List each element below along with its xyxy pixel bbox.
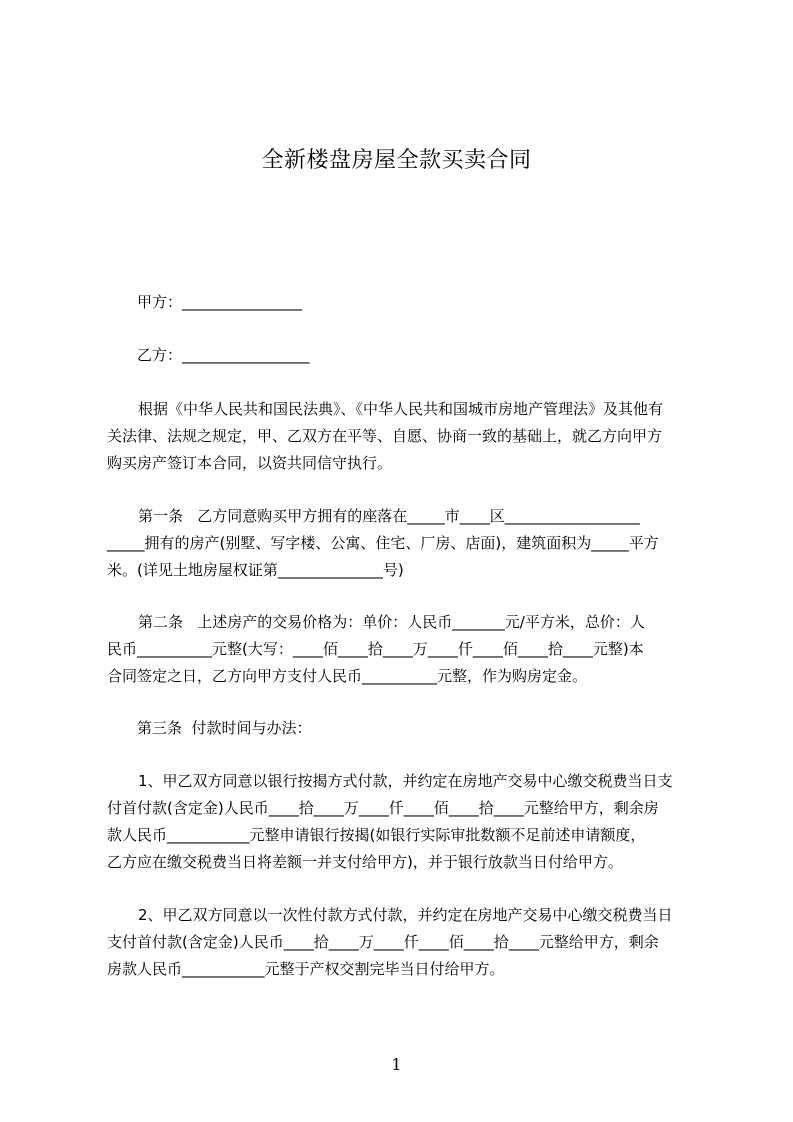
article1-line: _____拥有的房产(别墅、写字楼、公寓、住宅、厂房、店面)，建筑面积为_____平方 <box>107 534 659 552</box>
article3-heading: 第三条 付款时间与办法： <box>137 719 312 737</box>
contract-title: 全新楼盘房屋全款买卖合同 <box>261 148 532 173</box>
article2-line: 第二条 上述房产的交易价格为：单价：人民币_______元/平方米，总价：人 <box>138 613 645 631</box>
article1-line: 米。(详见土地房屋权证第______________号) <box>107 561 404 579</box>
party-a-line: 甲方：________________ <box>137 293 303 311</box>
clause1-line: 款人民币___________元整申请银行按揭(如银行实际审批数额不足前述申请额度， <box>107 826 646 844</box>
clause1-line: 乙方应在缴交税费当日将差额一并支付给甲方)，并于银行放款当日付给甲方。 <box>107 853 623 871</box>
preamble-line: 关法律、法规之规定，甲、乙双方在平等、自愿、协商一致的基础上，就乙方向甲方 <box>107 427 663 445</box>
article2-line: 合同签定之日，乙方向甲方支付人民币__________元整，作为购房定金。 <box>107 667 588 685</box>
clause2-line: 2、甲乙双方同意以一次性付款方式付款，并约定在房地产交易中心缴交税费当日 <box>138 906 673 924</box>
preamble-line: 根据《中华人民共和国民法典》、《中华人民共和国城市房地产管理法》及其他有 <box>138 400 664 418</box>
article2-line: 民币__________元整(大写：____佰____拾____万____仟____佰____拾____元整)本 <box>107 640 644 658</box>
page-number: 1 <box>391 1055 402 1074</box>
clause2-line: 房款人民币___________元整于产权交割完毕当日付给甲方。 <box>107 960 505 978</box>
clause1-line: 1、甲乙双方同意以银行按揭方式付款，并约定在房地产交易中心缴交税费当日支 <box>138 772 673 790</box>
clause2-line: 支付首付款(含定金)人民币____拾____万____仟____佰____拾____元整给甲方，剩余 <box>107 933 659 951</box>
clause1-line: 付首付款(含定金)人民币____拾____万____仟____佰____拾____元整给甲方，剩余房 <box>107 799 659 817</box>
party-b-line: 乙方：_________________ <box>137 346 310 364</box>
preamble-line: 购买房产签订本合同，以资共同信守执行。 <box>107 454 393 472</box>
article1-line: 第一条 乙方同意购买甲方拥有的座落在_____市____区__________________ <box>138 507 640 525</box>
